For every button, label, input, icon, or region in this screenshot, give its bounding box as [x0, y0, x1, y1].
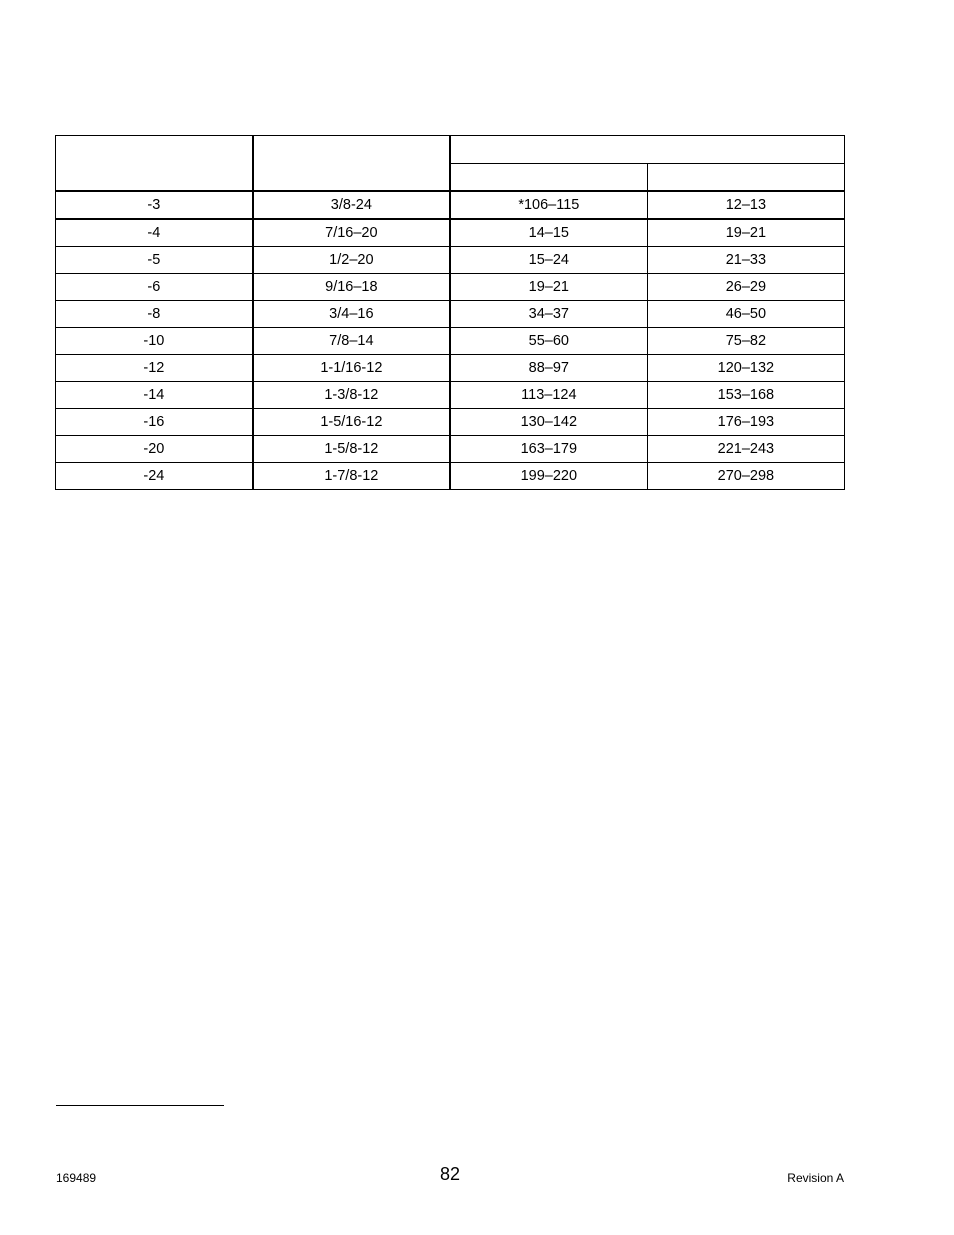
cell-torque-b: 221–243: [647, 436, 844, 463]
cell-thread-size: 1-7/8-12: [253, 463, 450, 490]
cell-torque-a: 199–220: [450, 463, 647, 490]
cell-dash-size: -5: [56, 247, 253, 274]
cell-thread-size: 3/8-24: [253, 191, 450, 219]
table-row: [56, 409, 845, 436]
page-number: 82: [439, 1164, 461, 1184]
cell-torque-b: 26–29: [647, 274, 844, 301]
cell-dash-size: -6: [56, 274, 253, 301]
cell-torque-a: 113–124: [450, 382, 647, 409]
cell-torque-b: 270–298: [647, 463, 844, 490]
cell-torque-b: 153–168: [647, 382, 844, 409]
document-number: 169489: [56, 1171, 97, 1185]
cell-dash-size: -10: [56, 328, 253, 355]
cell-torque-b: 120–132: [647, 355, 844, 382]
table-row: [56, 463, 845, 490]
cell-dash-size: -16: [56, 409, 253, 436]
cell-dash-size: -24: [56, 463, 253, 490]
cell-torque-b: 19–21: [647, 219, 844, 247]
cell-thread-size: 1-1/16-12: [253, 355, 450, 382]
cell-torque-a: 55–60: [450, 328, 647, 355]
cell-torque-b: 46–50: [647, 301, 844, 328]
cell-dash-size: -3: [56, 191, 253, 219]
cell-thread-size: 1-3/8-12: [253, 382, 450, 409]
table-row: [56, 274, 845, 301]
cell-thread-size: 1-5/8-12: [253, 436, 450, 463]
cell-torque-a: *106–115: [450, 191, 647, 219]
table-row: [56, 382, 845, 409]
cell-torque-a: 88–97: [450, 355, 647, 382]
header-cell-thread-size: [253, 136, 450, 192]
cell-torque-b: 12–13: [647, 191, 844, 219]
table-row: [56, 247, 845, 274]
table-row: [56, 191, 845, 219]
cell-thread-size: 9/16–18: [253, 274, 450, 301]
cell-dash-size: -20: [56, 436, 253, 463]
header-cell-torque-value: [450, 136, 845, 164]
cell-torque-b: 176–193: [647, 409, 844, 436]
cell-torque-a: 19–21: [450, 274, 647, 301]
cell-dash-size: -14: [56, 382, 253, 409]
table-row: [56, 328, 845, 355]
cell-torque-a: 34–37: [450, 301, 647, 328]
cell-thread-size: 3/4–16: [253, 301, 450, 328]
header-cell-torque-unit-a: [450, 164, 647, 192]
cell-thread-size: 1/2–20: [253, 247, 450, 274]
cell-thread-size: 1-5/16-12: [253, 409, 450, 436]
cell-thread-size: 7/8–14: [253, 328, 450, 355]
table-row: [56, 301, 845, 328]
table-row: [56, 436, 845, 463]
cell-torque-a: 14–15: [450, 219, 647, 247]
revision-label: Revision A: [787, 1171, 844, 1185]
table-body: [56, 191, 845, 490]
header-cell-torque-unit-b: [647, 164, 844, 192]
cell-dash-size: -8: [56, 301, 253, 328]
cell-dash-size: -12: [56, 355, 253, 382]
cell-torque-a: 15–24: [450, 247, 647, 274]
table-row: [56, 219, 845, 247]
torque-table: [55, 135, 845, 490]
footnote-rule: [56, 1105, 224, 1106]
cell-torque-b: 21–33: [647, 247, 844, 274]
cell-torque-b: 75–82: [647, 328, 844, 355]
cell-torque-a: 130–142: [450, 409, 647, 436]
cell-torque-a: 163–179: [450, 436, 647, 463]
table-row: [56, 355, 845, 382]
table-header-row: [56, 136, 845, 164]
cell-dash-size: -4: [56, 219, 253, 247]
header-cell-dash-size: [56, 136, 253, 192]
cell-thread-size: 7/16–20: [253, 219, 450, 247]
